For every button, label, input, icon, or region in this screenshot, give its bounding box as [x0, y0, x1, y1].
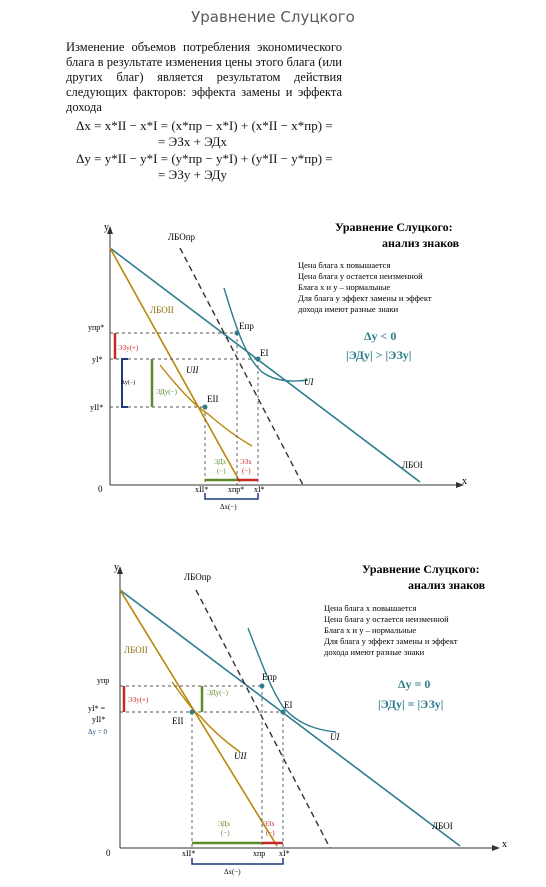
label-point-E-II: EII — [172, 716, 184, 726]
note-line-5: дохода имеют разные знаки — [298, 304, 399, 314]
label-delta-x: Δx(−) — [220, 503, 237, 511]
note-line-3: Блага x и y – нормальные — [324, 625, 417, 635]
point-E-pr — [260, 684, 265, 689]
label-point-E-pr: Eпр — [239, 321, 254, 331]
condition-text: Δy = 0 — [398, 677, 431, 691]
relation-text: |ЭДy| > |ЭЗy| — [346, 348, 412, 362]
label-y-pr: yпр — [97, 676, 110, 685]
label-sub-effect-x-2: (−) — [266, 829, 275, 837]
y-axis-label: y — [114, 562, 119, 573]
label-curve-UI: UI — [330, 732, 340, 742]
origin-label: 0 — [106, 848, 111, 858]
label-y-II: yII* — [92, 715, 106, 724]
slutsky-diagram-2 — [0, 556, 546, 886]
label-y-pr: yпр* — [88, 323, 105, 332]
label-x-I: xI* — [254, 485, 265, 494]
label-inc-effect-x-1: ЭДx — [218, 820, 231, 828]
origin-label: 0 — [98, 484, 103, 494]
equation-dy-line2: = ЭЗy + ЭДy — [158, 167, 228, 182]
label-budget-pr: ЛБОпр — [168, 232, 196, 242]
label-sub-effect-x-1: ЭЗx — [240, 458, 252, 466]
note-line-3: Блага x и y – нормальные — [298, 282, 391, 292]
note-line-4: Для блага y эффект замены и эффект — [324, 636, 458, 646]
label-delta-y: Δy = 0 — [88, 728, 107, 736]
label-y-I: yI* — [92, 355, 103, 364]
point-E-pr — [235, 331, 240, 336]
label-x-I: xI* — [279, 849, 290, 858]
note-line-1: Цена блага x повышается — [298, 260, 391, 270]
budget-line-II — [120, 590, 277, 846]
chart-title-line1: Уравнение Слуцкого: — [335, 220, 453, 234]
label-inc-effect-y: ЭДy(−) — [156, 388, 177, 396]
note-line-2: Цена блага y остается неизменной — [298, 271, 423, 281]
label-point-E-pr: Eпр — [262, 672, 277, 682]
label-inc-effect-x-2: (−) — [221, 829, 230, 837]
point-E-II — [190, 710, 195, 715]
label-y-I: yI* = — [88, 704, 106, 713]
note-line-2: Цена блага y остается неизменной — [324, 614, 449, 624]
label-budget-pr: ЛБОпр — [184, 572, 212, 582]
label-delta-x: Δx(−) — [224, 868, 241, 876]
label-delta-y: Δy(−) — [121, 380, 136, 386]
label-y-II: yII* — [90, 403, 104, 412]
label-point-E-II: EII — [207, 394, 219, 404]
slutsky-diagram-1 — [0, 210, 546, 535]
label-curve-UI: UI — [304, 377, 314, 387]
budget-line-II — [110, 248, 240, 482]
budget-line-pr — [196, 590, 330, 848]
label-budget-II: ЛБОII — [124, 645, 148, 655]
note-line-1: Цена блага x повышается — [324, 603, 417, 613]
label-point-E-I: EI — [284, 700, 293, 710]
note-line-5: дохода имеют разные знаки — [324, 647, 425, 657]
label-budget-II: ЛБОII — [150, 305, 174, 315]
label-sub-effect-y: ЭЗy(+) — [118, 344, 139, 352]
label-inc-effect-x-2: (−) — [217, 467, 226, 475]
point-E-II — [203, 405, 208, 410]
intro-text: Изменение объемов потребления экономического блага в результате изменения цены этого блага (или других благ) является результатом действия следующих факторов: эффекта замены и эффекта дохода — [66, 40, 342, 114]
y-axis-label: y — [104, 222, 109, 233]
condition-text: Δy < 0 — [364, 329, 397, 343]
equation-dx-line1: Δx = x*II − x*I = (x*пр − x*I) + (x*II − x*пр) = — [76, 118, 333, 133]
label-sub-effect-x-2: (−) — [242, 467, 251, 475]
label-x-pr: xпр* — [228, 485, 245, 494]
label-x-II: xII* — [182, 849, 196, 858]
relation-text: |ЭДy| = |ЭЗy| — [378, 697, 444, 711]
equation-dx-line2: = ЭЗx + ЭДx — [158, 134, 228, 149]
x-axis-label: x — [462, 476, 467, 487]
note-line-4: Для блага y эффект замены и эффект — [298, 293, 432, 303]
chart-title-line2: анализ знаков — [382, 236, 460, 250]
x-axis-label: x — [502, 839, 507, 850]
label-budget-I: ЛБОI — [402, 460, 423, 470]
label-x-II: xII* — [195, 485, 209, 494]
label-inc-effect-x-1: ЭДx — [214, 458, 227, 466]
delta-x-bracket — [192, 858, 283, 864]
label-x-pr: xпр — [253, 849, 266, 858]
point-E-I — [281, 710, 286, 715]
x-axis-arrow — [492, 845, 500, 851]
label-inc-effect-y: ЭДy(−) — [207, 689, 228, 697]
label-sub-effect-y: ЭЗy(+) — [128, 696, 149, 704]
label-point-E-I: EI — [260, 348, 269, 358]
label-sub-effect-x-1: ЭЗx — [263, 820, 275, 828]
label-budget-I: ЛБОI — [432, 821, 453, 831]
equation-dy-line1: Δy = y*II − y*I = (y*пр − y*I) + (y*II − y*пр) = — [76, 151, 333, 166]
label-curve-UII: UII — [186, 365, 199, 375]
page-title: Уравнение Слуцкого — [191, 8, 355, 26]
chart-title-line1: Уравнение Слуцкого: — [362, 562, 480, 576]
label-curve-UII: UII — [234, 751, 247, 761]
chart-title-line2: анализ знаков — [408, 578, 486, 592]
